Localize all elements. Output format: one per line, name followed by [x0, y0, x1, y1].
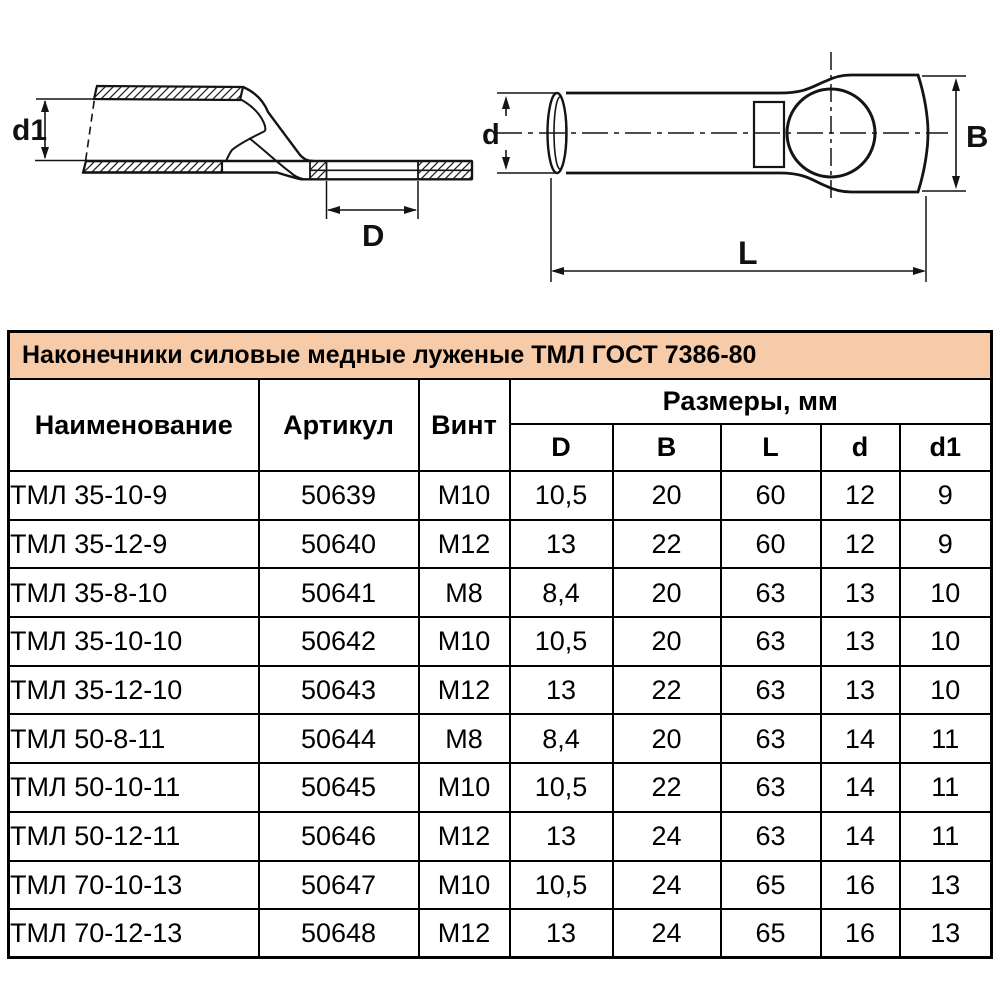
dimension-D [327, 181, 419, 253]
cell-article: 50640 [259, 520, 419, 569]
table-row [9, 763, 992, 812]
cell-d: 14 [821, 812, 900, 861]
cell-article: 50643 [259, 666, 419, 715]
cell-name: ТМЛ 35-12-9 [9, 520, 259, 569]
cell-L: 65 [721, 861, 821, 910]
cell-L: 60 [721, 520, 821, 569]
spec-table [7, 330, 993, 959]
cell-name: ТМЛ 70-12-13 [9, 909, 259, 958]
cell-B: 24 [613, 812, 721, 861]
cell-screw: М8 [419, 568, 510, 617]
cell-d1: 10 [900, 666, 992, 715]
cell-d1: 10 [900, 568, 992, 617]
table-row [9, 617, 992, 666]
cell-B: 20 [613, 617, 721, 666]
cell-D: 13 [510, 666, 613, 715]
cell-d: 12 [821, 520, 900, 569]
cell-L: 63 [721, 568, 821, 617]
cell-d1: 9 [900, 471, 992, 520]
cell-d: 12 [821, 471, 900, 520]
column-header-name: Наименование [9, 379, 259, 471]
cell-name: ТМЛ 35-8-10 [9, 568, 259, 617]
column-header-B: B [613, 424, 721, 471]
dim-label-D: D [362, 218, 385, 253]
table-row [9, 666, 992, 715]
cell-name: ТМЛ 70-10-13 [9, 861, 259, 910]
cell-B: 22 [613, 520, 721, 569]
cell-D: 10,5 [510, 471, 613, 520]
cell-article: 50641 [259, 568, 419, 617]
cell-D: 13 [510, 812, 613, 861]
cell-d1: 11 [900, 763, 992, 812]
cell-screw: М12 [419, 666, 510, 715]
table-row [9, 520, 992, 569]
column-header-L: L [721, 424, 821, 471]
table-row [9, 812, 992, 861]
table-row [9, 471, 992, 520]
cell-d: 14 [821, 714, 900, 763]
cell-L: 63 [721, 763, 821, 812]
cell-screw: М10 [419, 763, 510, 812]
cell-d: 16 [821, 861, 900, 910]
cell-article: 50646 [259, 812, 419, 861]
cell-name: ТМЛ 50-8-11 [9, 714, 259, 763]
cell-article: 50648 [259, 909, 419, 958]
table-row [9, 568, 992, 617]
dim-label-d1: d1 [12, 114, 48, 147]
cell-screw: М10 [419, 471, 510, 520]
cell-D: 10,5 [510, 617, 613, 666]
table-row [9, 861, 992, 910]
cell-screw: М8 [419, 714, 510, 763]
cell-L: 63 [721, 714, 821, 763]
cell-article: 50647 [259, 861, 419, 910]
cell-L: 60 [721, 471, 821, 520]
cell-screw: М10 [419, 617, 510, 666]
cell-B: 22 [613, 666, 721, 715]
cell-screw: М10 [419, 861, 510, 910]
cell-B: 20 [613, 714, 721, 763]
cell-d1: 11 [900, 812, 992, 861]
cell-article: 50639 [259, 471, 419, 520]
cell-name: ТМЛ 35-10-9 [9, 471, 259, 520]
column-header-d: d [821, 424, 900, 471]
cell-d: 16 [821, 909, 900, 958]
cell-D: 13 [510, 909, 613, 958]
cell-D: 10,5 [510, 763, 613, 812]
cell-B: 24 [613, 909, 721, 958]
cell-D: 10,5 [510, 861, 613, 910]
table-row [9, 714, 992, 763]
cell-d1: 9 [900, 520, 992, 569]
cell-d: 14 [821, 763, 900, 812]
cell-L: 63 [721, 666, 821, 715]
column-header-article: Артикул [259, 379, 419, 471]
top-view-drawing [482, 52, 988, 282]
cell-article: 50644 [259, 714, 419, 763]
cell-d1: 13 [900, 909, 992, 958]
cell-name: ТМЛ 50-10-11 [9, 763, 259, 812]
cell-article: 50642 [259, 617, 419, 666]
cell-B: 20 [613, 568, 721, 617]
cell-B: 24 [613, 861, 721, 910]
column-header-screw: Винт [419, 379, 510, 471]
cell-article: 50645 [259, 763, 419, 812]
dimension-d1 [12, 99, 94, 161]
cell-screw: М12 [419, 909, 510, 958]
cell-L: 65 [721, 909, 821, 958]
table-title: Наконечники силовые медные луженые ТМЛ ГОСТ 7386-80 [9, 332, 992, 380]
column-header-sizes-group: Размеры, мм [510, 379, 992, 424]
table-title-row [9, 332, 992, 380]
cell-d: 13 [821, 568, 900, 617]
cell-D: 8,4 [510, 568, 613, 617]
dim-label-d: d [482, 119, 500, 151]
cell-L: 63 [721, 617, 821, 666]
cell-d1: 10 [900, 617, 992, 666]
column-header-D: D [510, 424, 613, 471]
cell-d: 13 [821, 666, 900, 715]
cell-d: 13 [821, 617, 900, 666]
table-row [9, 909, 992, 958]
cell-d1: 13 [900, 861, 992, 910]
table-header-row [9, 379, 992, 424]
cell-L: 63 [721, 812, 821, 861]
cell-name: ТМЛ 35-12-10 [9, 666, 259, 715]
cell-name: ТМЛ 50-12-11 [9, 812, 259, 861]
dimension-L [551, 178, 926, 282]
cell-d1: 11 [900, 714, 992, 763]
cell-D: 8,4 [510, 714, 613, 763]
column-header-d1: d1 [900, 424, 992, 471]
dim-label-B: B [966, 119, 989, 154]
cell-B: 22 [613, 763, 721, 812]
cell-screw: М12 [419, 520, 510, 569]
dim-label-L: L [738, 235, 758, 271]
side-view-drawing [12, 86, 472, 253]
cell-B: 20 [613, 471, 721, 520]
cell-screw: М12 [419, 812, 510, 861]
cell-D: 13 [510, 520, 613, 569]
technical-drawings [0, 0, 1000, 330]
cell-name: ТМЛ 35-10-10 [9, 617, 259, 666]
